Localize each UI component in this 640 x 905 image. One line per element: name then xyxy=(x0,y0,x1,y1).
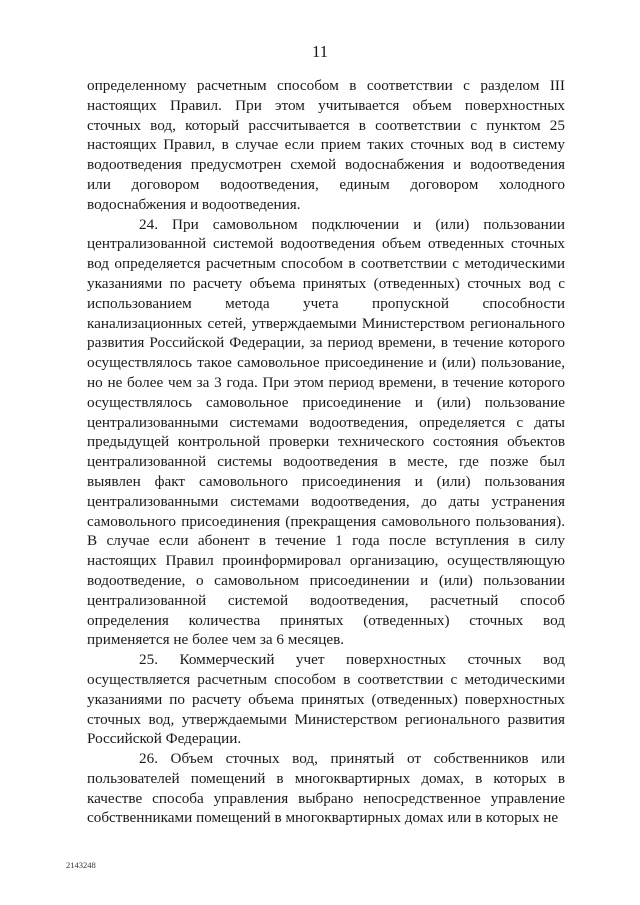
paragraph-item-26: 26. Объем сточных вод, принятый от собственников или пользователей помещений в многоквартирных домах, в которых в качестве способа управления выбрано непосредственное управление собственниками помещений в многоквартирных домах или в которых не xyxy=(87,750,565,827)
paragraph-item-25: 25. Коммерческий учет поверхностных сточных вод осуществляется расчетным способом в соответствии с методическими указаниями по расчету объема принятых (отведенных) поверхностных сточных вод, утверждаемыми Министерством регионального развития Российской Федерации. xyxy=(87,651,565,748)
paragraph-item-24: 24. При самовольном подключении и (или) пользовании централизованной системой водоотведения объем отведенных сточных вод определяется расчетным способом в соответствии с методическими указаниями по расчету объема принятых (отведенных) сточных вод с использованием метода учета пропускной способности канализационных сетей, утверждаемыми Министерством регионального развития Российской Федерации, за период времени, в течение которого осуществлялось такое самовольное присоединение и (или) пользование, но не более чем за 3 года. При этом период времени, в течение которого осуществлялось самовольное присоединение и (или) пользование централизованными системами водоотведения, определяется с даты предыдущей контрольной проверки технического состояния объектов централизованной системы водоотведения в месте, где позже был выявлен факт самовольного присоединения и (или) пользования централизованными системами водоотведения, до даты устранения самовольного присоединения (прекращения самовольного пользования). В случае если абонент в течение 1 года после вступления в силу настоящих Правил проинформировал организацию, осуществляющую водоотведение, о самовольном присоединении и (или) пользовании централизованной системой водоотведения, расчетный способ определения количества принятых (отведенных) сточных вод применяется не более чем за 6 месяцев. xyxy=(87,215,565,649)
paragraph-continuation: определенному расчетным способом в соответствии с разделом III настоящих Правил. При этом учитывается объем поверхностных сточных вод, который рассчитывается в соответствии с пунктом 25 настоящих Правил, в случае если прием таких сточных вод в систему водоотведения предусмотрен схемой водоснабжения и водоотведения или договором водоотведения, единым договором холодного водоснабжения и водоотведения. xyxy=(87,77,565,213)
document-body xyxy=(87,76,565,828)
page-number: 11 xyxy=(311,42,329,61)
document-code: 2143248 xyxy=(66,860,96,870)
